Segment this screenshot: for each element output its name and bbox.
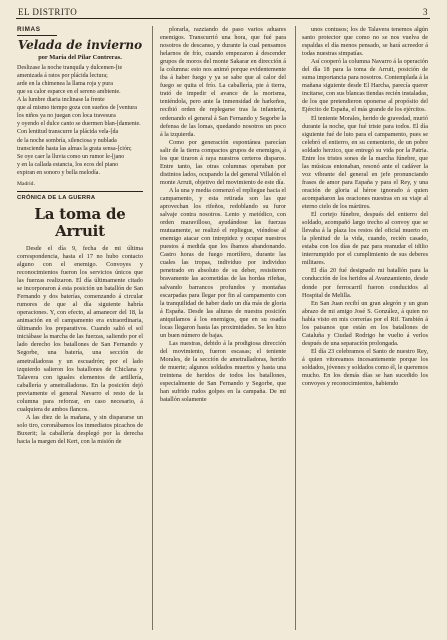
poem-line: los niños ya no juegan con loca travesura: [17, 113, 116, 120]
article-paragraph: Así cooperó la columna Navarro á la operación del día 18 para la toma de Arruit, posición de suma importancia para nosotros. Contemplada á la mañana siguiente desde El Harcha, parecía querer incitarse, con sus blancas tiendas recién instaladas, de los que pretendieron oponerse al propósito del Ejército de España, el más grande de los ejércitos.: [302, 58, 428, 114]
article-paragraph: El teniente Morales, herido de gravedad, murió durante la noche, que fué triste para todos. El día siguiente fué de luto para el campamento, pues se celebró el entierro, en su cementerio, de un pobre soldado herzico, que entregó su vida por la Patria. Entre los tristes sones de la marcha fúnebre, que las músicas entonaban, resonó ante el cadáver la voz vibrante del general en jefe pronunciando frases de amor para España y para el Rey, y una oración de gloria al héroe ignorado á quien acompañaron las oraciones nuestras en su viaje al eterno cielo de los mártires.: [302, 114, 428, 211]
poem-body: [17, 64, 143, 177]
section-divider: [17, 191, 143, 192]
column-1: [17, 26, 143, 632]
article-paragraph: Las nuestras, debido á la prodigiosa dirección del movimiento, fueron escasas; el teniente Morales, de la sección de ametralladoras, herido de muerte; algunos soldados muertos y hasta una treintena de heridos de todos los batallones, especialmente de San Fernando y Segorbe, que han sufrido rudos golpes en la campaña. De mi batallón solamente: [160, 339, 286, 404]
poem-line: expiran en sonoro y bella melodía.: [17, 169, 100, 176]
column-divider: [295, 26, 296, 630]
newspaper-title: EL DISTRITO: [18, 7, 78, 17]
column-3: [302, 26, 428, 632]
poem-line: y oyendo el dulce canto se duermen blan-[damente.: [17, 121, 141, 128]
column-divider: [152, 26, 153, 630]
poem-line: Con lentitud transcurre la plácida vela-[da: [17, 129, 119, 136]
article-paragraph: En San Juan recibí un gran alegrón y un gran abrazo de mi amigo José S. González, á quien no había visto en mis correrías por el Rif. También á los paisanos que están en los batallones de Cataluña y Ciudad Rodrigo he vuelto á verlos después de una separación prolongada.: [302, 299, 428, 347]
poem-line: y en la callada estancia, los ecos del piano: [17, 161, 119, 168]
poem-line: que su calor esparce en el sereno ambiente.: [17, 89, 121, 96]
article-paragraph: El día 20 fué designado mi batallón para la conducción de los heridos al Avanzamiento, desde donde por ferrocarril fueron conducidos al Hospital de Melilla.: [302, 267, 428, 299]
article-paragraph: unos contusos; los de Talavera tenemos algún santo protector que como no se nos vuelva de espaldas el día menos pensado, se hará acreedor á todas nuestras simpatías.: [302, 26, 428, 58]
header-rule: [16, 18, 430, 19]
article-paragraph: Como por generación espontánea parecían salir de la tierra compactos grupos de enemigos, á los que tiraron á raya nuestros certeros disparos. Entre tanto, las otras columnas operaban por distintos lados, ocupando la del general Villalón el monte Arruit, objetivo del movimiento de este día.: [160, 138, 286, 186]
article-paragraph: A las diez de la mañana, y sin dispararse un solo tiro, coronábamos los inmediatos picachos de Buxerit; la caballería desplegó por la derecha hacia la margen del Kert, con la misión de: [17, 413, 143, 445]
article-title: La toma de Arruit: [34, 204, 126, 240]
article-paragraph: El día 23 celebramos el Santo de nuestro Rey, á quien vitoreamos incesantemente porque los soldados, jóvenes y soldados como él, le queremos mucho. En los demás días se han sucedido los convoyes y reconocimientos, habiendo: [302, 347, 428, 388]
poem-line: Se oye caer la lluvia como un rumor le-[jano: [17, 153, 125, 160]
article-paragraph: El cortejo fúnebre, después del entierro del soldado, acompañó largo trecho al convoy que se llevaba á la plaza los restos del oficial muerto en la plenitud de la vida, cuando, recién casado, estaba con los días de paz para reanudar el idilio interrumpido por el cumplimiento de sus deberes militares.: [302, 211, 428, 267]
poem-signature: Madrid.: [17, 180, 35, 187]
column-2: [160, 26, 286, 632]
poem-byline: por María del Pilar Contreras.: [38, 54, 122, 62]
poem-line: A la lumbre diaria inclinase la frente: [17, 97, 105, 104]
poem-line: amenizada á ratos por plácida lectura;: [17, 73, 108, 80]
page-number: 3: [423, 7, 428, 17]
poem-line: arde en la chimenea la llama roja y pura: [17, 81, 113, 88]
poem-line: que al mismo tiempo goza con sueños de [ventura: [17, 105, 137, 112]
poem-line: Deslizase la noche tranquila y dulcemen-[te: [17, 65, 123, 72]
article-body-col1: [17, 245, 143, 446]
poem-line: de la noche sombría, silenciosa y nublada: [17, 137, 117, 144]
article-paragraph: plorarla, razziando de paso varios aduares enemigos. Transcurrió una hora, que fué para nosotros de descanso, y durante la cual pensamos helarnos de frío, cuando empezaron á descender grupos de moros del monte Sakarar en dirección á la columna: esto nos animó porque evidentemente iba á haber fuego y ya se sabe que al calor del fuego se quita el frío. La caballería, pie á tierra, trató de impedir el avance de la morisma, teniéndola, pero ante la inmensidad de harkeños, recibió orden de replegarse tras la infantería, ordenando el general á San Fernando y Segorbe la defensa de las lomas, quedando nosotros un poco á la izquierda.: [160, 26, 286, 138]
poem-title: Velada de invierno: [17, 38, 143, 53]
article-section-label: CRÓNICA DE LA GUERRA: [17, 194, 96, 201]
poem-line: transciende hasta las almas la grata sensa-[ción;: [17, 145, 132, 152]
article-paragraph: Desde el día 9, fecha de mi última correspondencia, hasta el 17 no hubo contacto alguno con el enemigo. Convoyes y reconocimientos fueron los servicios únicos que las fuerzas realizaron. El día últimamente citado se incorporaron á esta posición un batallón de San Fernando y dos baterías, comenzando á circular rumores de que al día siguiente habría operaciones. Y, con efecto, al amanecer del 18, la animación en el campamento era extraordinaria, últimando los preparativos. Cuando salió el sol iniciábase la marcha de las fuerzas, saliendo por el lado derecho los batallones de San Fernando y Segorbe, una batería, una sección de ametralladoras y un escuadrón; por el lado izquierdo salieron los batallones de Chiclana y Talavera con iguales elementos de artillería, caballería y ametralladoras. En la posición dejó previamente el general Navarro el resto de la columna para reforzar, en caso necesario, á cualquiera de ambos flancos.: [17, 244, 143, 413]
article-paragraph: A la una y media comenzó el repliegue hacia el campamento, y esta retirada son las que aprovechan los rifeños, redoblando su furor salvaje contra nosotros. Lento y metódico, con orden maravilloso, ayudándose las fuerzas mutuamente, se realizó el repliegue, viéndose al enemigo atacar con intrepidez y ocupar nuestros puestos á medida que los íbamos abandonando. Castro horas de fuego mortífero, durante las cuales las tropas, individuo por individuo penetrado en absoluto de su deber, resistieron bravamente las acometidas de las hordas rifeñas, salvando barrancos profundos y montañas escarpadas para llegar por fin al campamento con la tranquilidad de haber dado un día más de gloria á España. Desde las alturas de nuestra posición aniquilamos á los enemigos, que en su osadía locas llegaron hasta las proximidades. Se les hizo un buen número de bajas.: [160, 186, 286, 339]
poem-section-label: RIMAS: [17, 26, 57, 36]
